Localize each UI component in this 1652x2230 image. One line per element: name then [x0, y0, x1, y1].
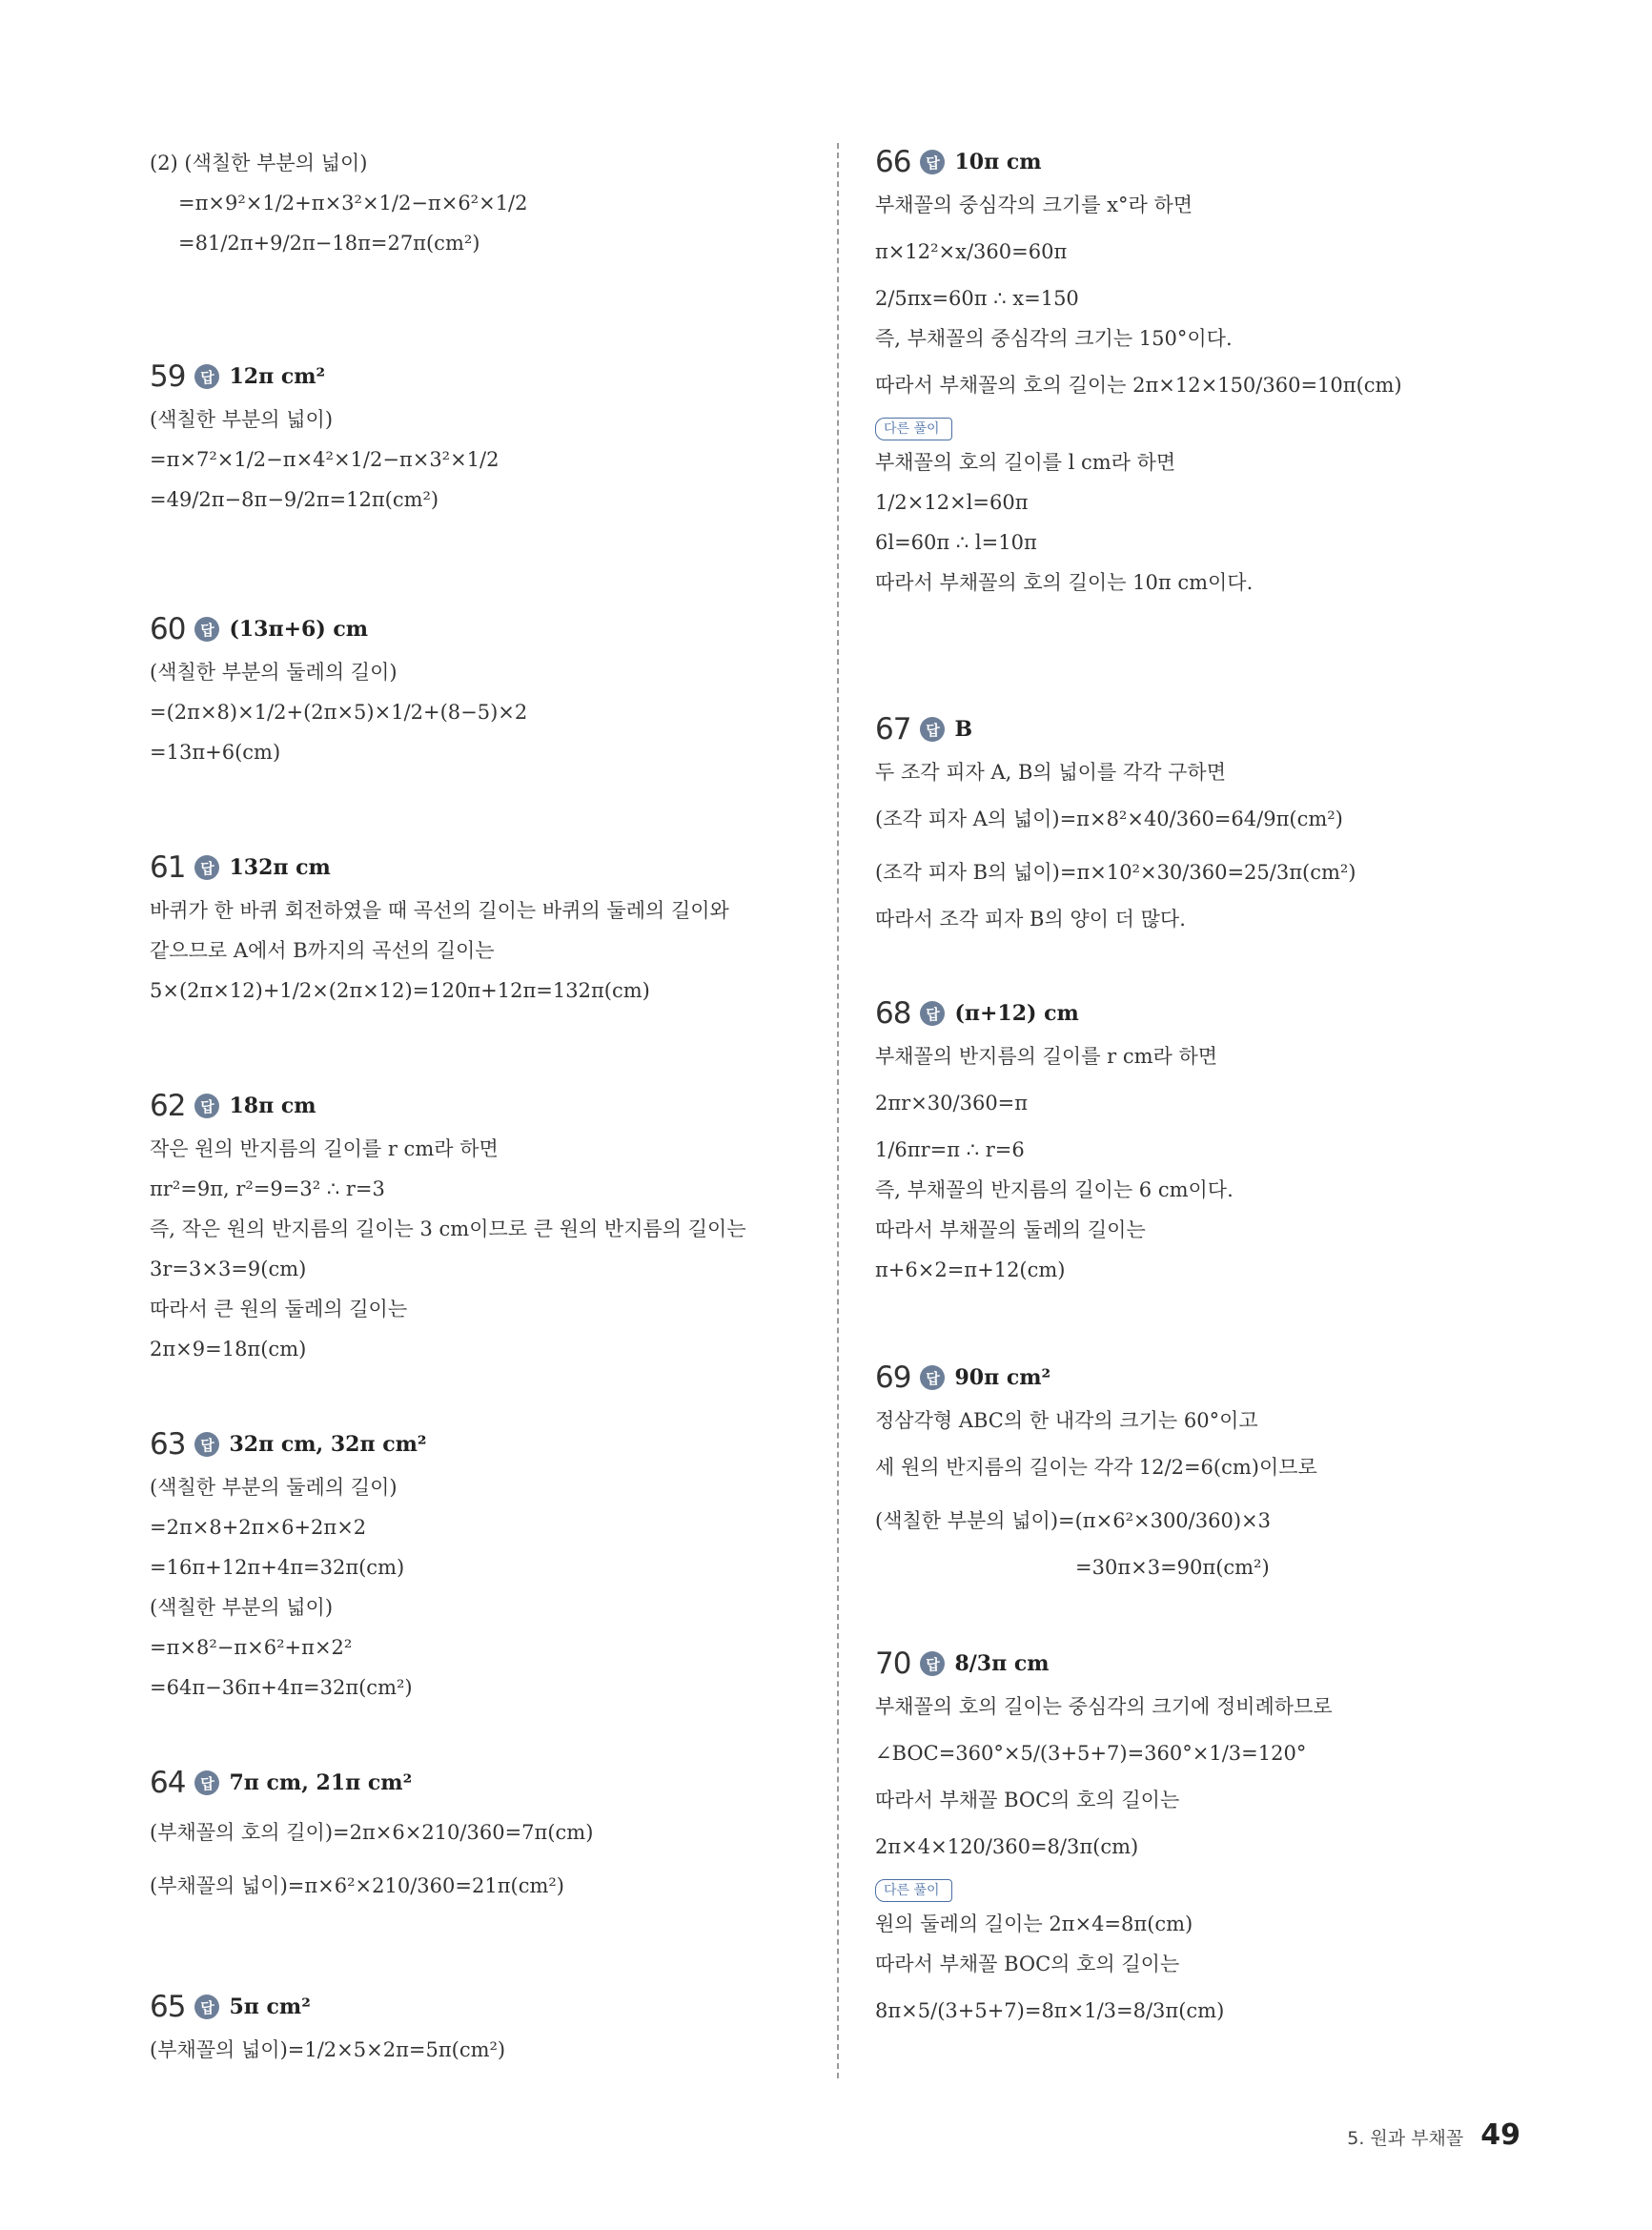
solution-line: 1/2×12×l=60π [875, 491, 1029, 514]
solution-line: 부채꼴의 반지름의 길이를 r cm라 하면 [875, 1045, 1218, 1068]
solution-line: 즉, 작은 원의 반지름의 길이는 3 cm이므로 큰 원의 반지름의 길이는 [150, 1217, 746, 1240]
solution-line: 같으므로 A에서 B까지의 곡선의 길이는 [150, 939, 495, 962]
answer-text: 5π cm² [229, 1995, 311, 2019]
solution-line: 부채꼴의 호의 길이는 중심각의 크기에 정비례하므로 [875, 1695, 1333, 1718]
solution-line: 따라서 부채꼴 BOC의 호의 길이는 [875, 1789, 1180, 1811]
solution-line: =49/2π−8π−9/2π=12π(cm²) [150, 488, 439, 511]
page-footer [1347, 2118, 1520, 2152]
solution-line: (색칠한 부분의 둘레의 길이) [150, 1476, 398, 1499]
problem-59 [150, 358, 807, 520]
solution-line: 2π×9=18π(cm) [150, 1338, 307, 1361]
solution-line: 3r=3×3=9(cm) [150, 1258, 307, 1280]
solution-line: 따라서 부채꼴의 호의 길이는 10π cm이다. [875, 571, 1254, 594]
page-number: 49 [1480, 2118, 1520, 2152]
solution-line: 2π×4×120/360=8/3π(cm) [875, 1835, 1139, 1858]
problem-68 [875, 994, 1533, 1290]
answer-text: 18π cm [229, 1094, 316, 1118]
solution-line: (2) (색칠한 부분의 넓이) [150, 152, 368, 174]
answer-badge-icon: 답 [194, 1094, 219, 1118]
solution-line: 8π×5/(3+5+7)=8π×1/3=8/3π(cm) [875, 1999, 1225, 2022]
problem-number: 65 [150, 1990, 186, 2024]
solution-line: =30π×3=90π(cm²) [1075, 1556, 1270, 1579]
solution-line: 바퀴가 한 바퀴 회전하였을 때 곡선의 길이는 바퀴의 둘레의 길이와 [150, 899, 729, 922]
solution-line: 따라서 조각 피자 B의 양이 더 많다. [875, 908, 1186, 931]
solution-line: =13π+6(cm) [150, 741, 281, 764]
problem-66 [875, 143, 1533, 603]
solution-line: =π×8²−π×6²+π×2² [150, 1636, 353, 1659]
problem-number: 63 [150, 1427, 186, 1462]
problem-number: 60 [150, 612, 186, 646]
solution-line: (색칠한 부분의 넓이) [150, 408, 334, 431]
answer-badge-icon: 답 [194, 364, 219, 389]
solution-line: (부채꼴의 호의 길이)=2π×6×210/360=7π(cm) [150, 1821, 594, 1844]
problem-header [150, 849, 807, 887]
solution-line: =16π+12π+4π=32π(cm) [150, 1556, 405, 1579]
answer-text: 10π cm [954, 150, 1042, 174]
alt-solution-tag: 다른 풀이 [875, 1879, 952, 1902]
problem-header [150, 358, 807, 396]
solution-line: 두 조각 피자 A, B의 넓이를 각각 구하면 [875, 761, 1227, 784]
problem-header [875, 1359, 1533, 1397]
problem-header [875, 710, 1533, 748]
solution-line: (조각 피자 A의 넓이)=π×8²×40/360=64/9π(cm²) [875, 808, 1343, 830]
solution-line: 따라서 큰 원의 둘레의 길이는 [150, 1298, 408, 1320]
solution-line: 5×(2π×12)+1/2×(2π×12)=120π+12π=132π(cm) [150, 979, 650, 1002]
problem-number: 66 [875, 145, 911, 179]
answer-badge-icon: 답 [920, 717, 945, 742]
answer-badge-icon: 답 [920, 1001, 945, 1026]
problem-number: 64 [150, 1766, 186, 1800]
problem-61 [150, 849, 807, 1011]
solution-line: 즉, 부채꼴의 반지름의 길이는 6 cm이다. [875, 1178, 1234, 1201]
problem-number: 69 [875, 1361, 911, 1395]
answer-badge-icon: 답 [194, 1995, 219, 2019]
problem-header [875, 143, 1533, 181]
problem-64 [150, 1764, 807, 1913]
solution-line: 부채꼴의 중심각의 크기를 x°라 하면 [875, 194, 1193, 216]
answer-badge-icon: 답 [920, 150, 945, 174]
solution-line: (부채꼴의 넓이)=1/2×5×2π=5π(cm²) [150, 2038, 506, 2061]
answer-text: 12π cm² [229, 364, 326, 389]
solution-line: (부채꼴의 넓이)=π×6²×210/360=21π(cm²) [150, 1874, 564, 1897]
answer-text: (π+12) cm [954, 1001, 1079, 1026]
problem-70 [875, 1645, 1533, 2037]
solution-line: 따라서 부채꼴 BOC의 호의 길이는 [875, 1953, 1180, 1975]
answer-text: B [954, 717, 973, 742]
solution-line: (색칠한 부분의 넓이)=(π×6²×300/360)×3 [875, 1509, 1271, 1532]
solution-line: 세 원의 반지름의 길이는 각각 12/2=6(cm)이므로 [875, 1456, 1317, 1479]
solution-line: π×12²×x/360=60π [875, 240, 1068, 263]
solution-line: =64π−36π+4π=32π(cm²) [150, 1676, 413, 1699]
solution-line: πr²=9π, r²=9=3² ∴ r=3 [150, 1177, 385, 1200]
problem-header [150, 1988, 807, 2026]
problem-number: 59 [150, 359, 186, 394]
solution-line: π+6×2=π+12(cm) [875, 1258, 1066, 1281]
problem-58c [150, 143, 807, 263]
answer-badge-icon: 답 [194, 1432, 219, 1457]
solution-line: 정삼각형 ABC의 한 내각의 크기는 60°이고 [875, 1409, 1258, 1432]
solution-line: 부채꼴의 호의 길이를 l cm라 하면 [875, 451, 1176, 474]
solution-line: =π×7²×1/2−π×4²×1/2−π×3²×1/2 [150, 448, 500, 471]
answer-text: 7π cm, 21π cm² [229, 1770, 413, 1795]
alt-solution-tag: 다른 풀이 [875, 418, 952, 440]
problem-header [875, 994, 1533, 1033]
answer-badge-icon: 답 [194, 855, 219, 880]
problem-header [150, 610, 807, 648]
solution-line: 2πr×30/360=π [875, 1092, 1029, 1115]
answer-text: 32π cm, 32π cm² [229, 1432, 427, 1457]
solution-line: (색칠한 부분의 넓이) [150, 1596, 334, 1619]
problem-number: 61 [150, 850, 186, 885]
problem-header [150, 1087, 807, 1125]
answer-text: (13π+6) cm [229, 617, 369, 642]
solution-line: (조각 피자 B의 넓이)=π×10²×30/360=25/3π(cm²) [875, 861, 1356, 884]
solution-line: 원의 둘레의 길이는 2π×4=8π(cm) [875, 1913, 1193, 1935]
problem-67 [875, 710, 1533, 939]
footer-section-title: 5. 원과 부채꼴 [1347, 2128, 1464, 2149]
answer-badge-icon: 답 [194, 1770, 219, 1795]
answer-text: 132π cm [229, 855, 331, 880]
solution-line: =2π×8+2π×6+2π×2 [150, 1516, 367, 1539]
problem-number: 68 [875, 996, 911, 1031]
solution-line: 따라서 부채꼴의 호의 길이는 2π×12×150/360=10π(cm) [875, 374, 1402, 397]
answer-text: 8/3π cm [954, 1651, 1050, 1676]
answer-text: 90π cm² [954, 1365, 1051, 1390]
problem-63 [150, 1425, 807, 1708]
solution-line: =(2π×8)×1/2+(2π×5)×1/2+(8−5)×2 [150, 701, 528, 724]
solution-line: 따라서 부채꼴의 둘레의 길이는 [875, 1218, 1146, 1241]
problem-69 [875, 1359, 1533, 1587]
answer-badge-icon: 답 [920, 1365, 945, 1390]
column-divider [837, 143, 839, 2078]
problem-number: 62 [150, 1089, 186, 1123]
solution-line: ∠BOC=360°×5/(3+5+7)=360°×1/3=120° [875, 1742, 1307, 1765]
problem-header [150, 1764, 807, 1802]
solution-line: 작은 원의 반지름의 길이를 r cm라 하면 [150, 1137, 499, 1160]
answer-badge-icon: 답 [920, 1651, 945, 1676]
solution-line: =81/2π+9/2π−18π=27π(cm²) [178, 232, 480, 255]
problem-65 [150, 1988, 807, 2070]
problem-header [875, 1645, 1533, 1683]
solution-line: =π×9²×1/2+π×3²×1/2−π×6²×1/2 [178, 192, 528, 215]
answer-badge-icon: 답 [194, 617, 219, 642]
problem-62 [150, 1087, 807, 1369]
solution-line: 1/6πr=π ∴ r=6 [875, 1138, 1025, 1161]
solution-line: 즉, 부채꼴의 중심각의 크기는 150°이다. [875, 327, 1233, 350]
solution-line: 6l=60π ∴ l=10π [875, 531, 1037, 554]
problem-number: 67 [875, 712, 911, 747]
problem-number: 70 [875, 1647, 911, 1681]
solution-line: 2/5πx=60π ∴ x=150 [875, 287, 1079, 310]
problem-60 [150, 610, 807, 772]
problem-header [150, 1425, 807, 1463]
solution-line: (색칠한 부분의 둘레의 길이) [150, 661, 398, 684]
